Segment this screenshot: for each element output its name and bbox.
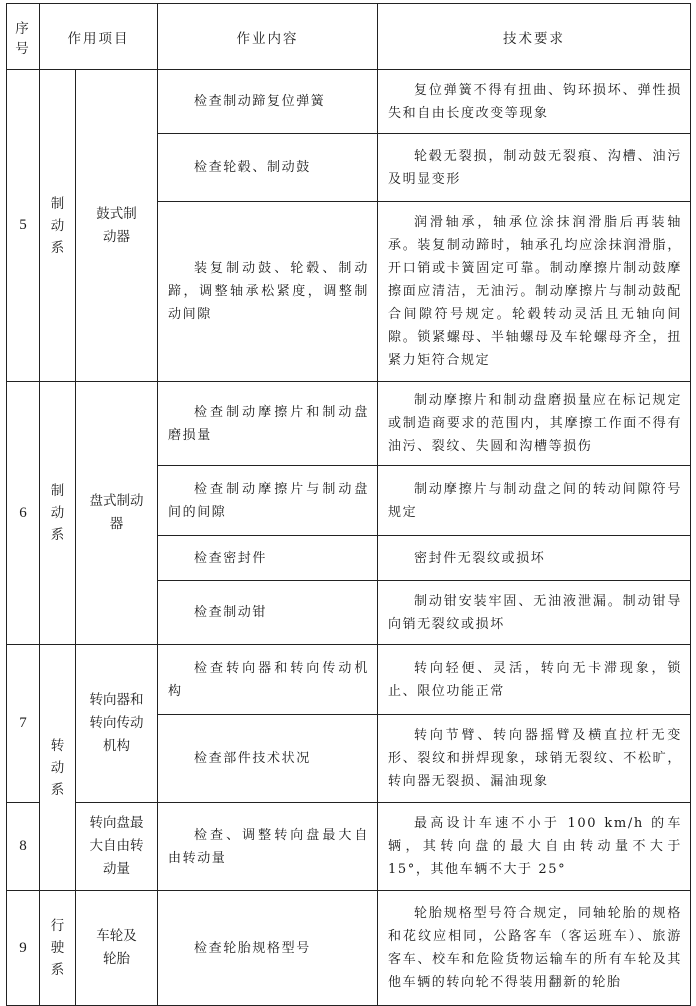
requirement-cell: 最高设计车速不小于 100 km/h 的车辆，其转向盘的最大自由转动量不大于 15°，其他车辆不大于 25° (378, 803, 691, 891)
system-cell: 行驶系 (40, 891, 76, 1006)
row-number: 5 (7, 70, 40, 382)
requirement-cell: 轮毂无裂损，制动鼓无裂痕、沟槽、油污及明显变形 (378, 134, 691, 202)
sub-item-cell: 车轮及轮胎 (76, 891, 158, 1006)
requirement-cell: 转向轻便、灵活，转向无卡滞现象，锁止、限位功能正常 (378, 645, 691, 715)
table-row (7, 70, 691, 134)
content-cell: 检查轮胎规格型号 (158, 891, 378, 1006)
header-item: 作用项目 (40, 4, 158, 70)
requirement-cell: 密封件无裂纹或损坏 (378, 536, 691, 581)
row-number: 9 (7, 891, 40, 1006)
content-cell: 检查密封件 (158, 536, 378, 581)
table-row (7, 891, 691, 1006)
system-cell: 制动系 (40, 70, 76, 382)
content-cell: 检查制动摩擦片和制动盘磨损量 (158, 382, 378, 466)
row-number: 6 (7, 382, 40, 645)
requirement-cell: 复位弹簧不得有扭曲、钩环损坏、弹性损失和自由长度改变等现象 (378, 70, 691, 134)
header-row (7, 4, 691, 70)
header-req: 技术要求 (378, 4, 691, 70)
table-row (7, 382, 691, 466)
requirement-cell: 转向节臂、转向器摇臂及横直拉杆无变形、裂纹和拼焊现象，球销无裂纹、不松旷，转向器无裂损、漏油现象 (378, 715, 691, 803)
sub-item-cell: 鼓式制动器 (76, 70, 158, 382)
row-number: 8 (7, 803, 40, 891)
content-cell: 检查制动蹄复位弹簧 (158, 70, 378, 134)
header-no: 序号 (7, 4, 40, 70)
system-cell: 制动系 (40, 382, 76, 645)
row-number: 7 (7, 645, 40, 803)
requirement-cell: 制动钳安装牢固、无油液泄漏。制动钳导向销无裂纹或损坏 (378, 581, 691, 645)
requirement-cell: 轮胎规格型号符合规定，同轴轮胎的规格和花纹应相同，公路客车（客运班车）、旅游客车、校车和危险货物运输车的所有车轮及其他车辆的转向轮不得装用翻新的轮胎 (378, 891, 691, 1006)
content-cell: 检查轮毂、制动鼓 (158, 134, 378, 202)
table-row (7, 645, 691, 715)
content-cell: 检查制动摩擦片与制动盘间的间隙 (158, 466, 378, 536)
requirement-cell: 制动摩擦片和制动盘磨损量应在标记规定或制造商要求的范围内，其摩擦工作面不得有油污、裂纹、失圆和沟槽等损伤 (378, 382, 691, 466)
content-cell: 检查转向器和转向传动机构 (158, 645, 378, 715)
requirement-cell: 润滑轴承，轴承位涂抹润滑脂后再装轴承。装复制动蹄时，轴承孔均应涂抹润滑脂，开口销或卡簧固定可靠。制动摩擦片制动鼓摩擦面应清洁，无油污。制动摩擦片与制动鼓配合间隙符号规定。轮毂转动灵活且无轴向间隙。锁紧螺母、半轴螺母及车轮螺母齐全，扭紧力矩符合规定 (378, 202, 691, 382)
content-cell: 检查、调整转向盘最大自由转动量 (158, 803, 378, 891)
requirement-cell: 制动摩擦片与制动盘之间的转动间隙符号规定 (378, 466, 691, 536)
content-cell: 检查制动钳 (158, 581, 378, 645)
content-cell: 检查部件技术状况 (158, 715, 378, 803)
sub-item-cell: 转向器和转向传动机构 (76, 645, 158, 803)
system-cell: 转动系 (40, 645, 76, 891)
header-content: 作业内容 (158, 4, 378, 70)
sub-item-cell: 转向盘最大自由转动量 (76, 803, 158, 891)
content-cell: 装复制动鼓、轮毂、制动蹄，调整轴承松紧度，调整制动间隙 (158, 202, 378, 382)
sub-item-cell: 盘式制动器 (76, 382, 158, 645)
table-row (7, 803, 691, 891)
maintenance-spec-table (6, 3, 691, 1006)
